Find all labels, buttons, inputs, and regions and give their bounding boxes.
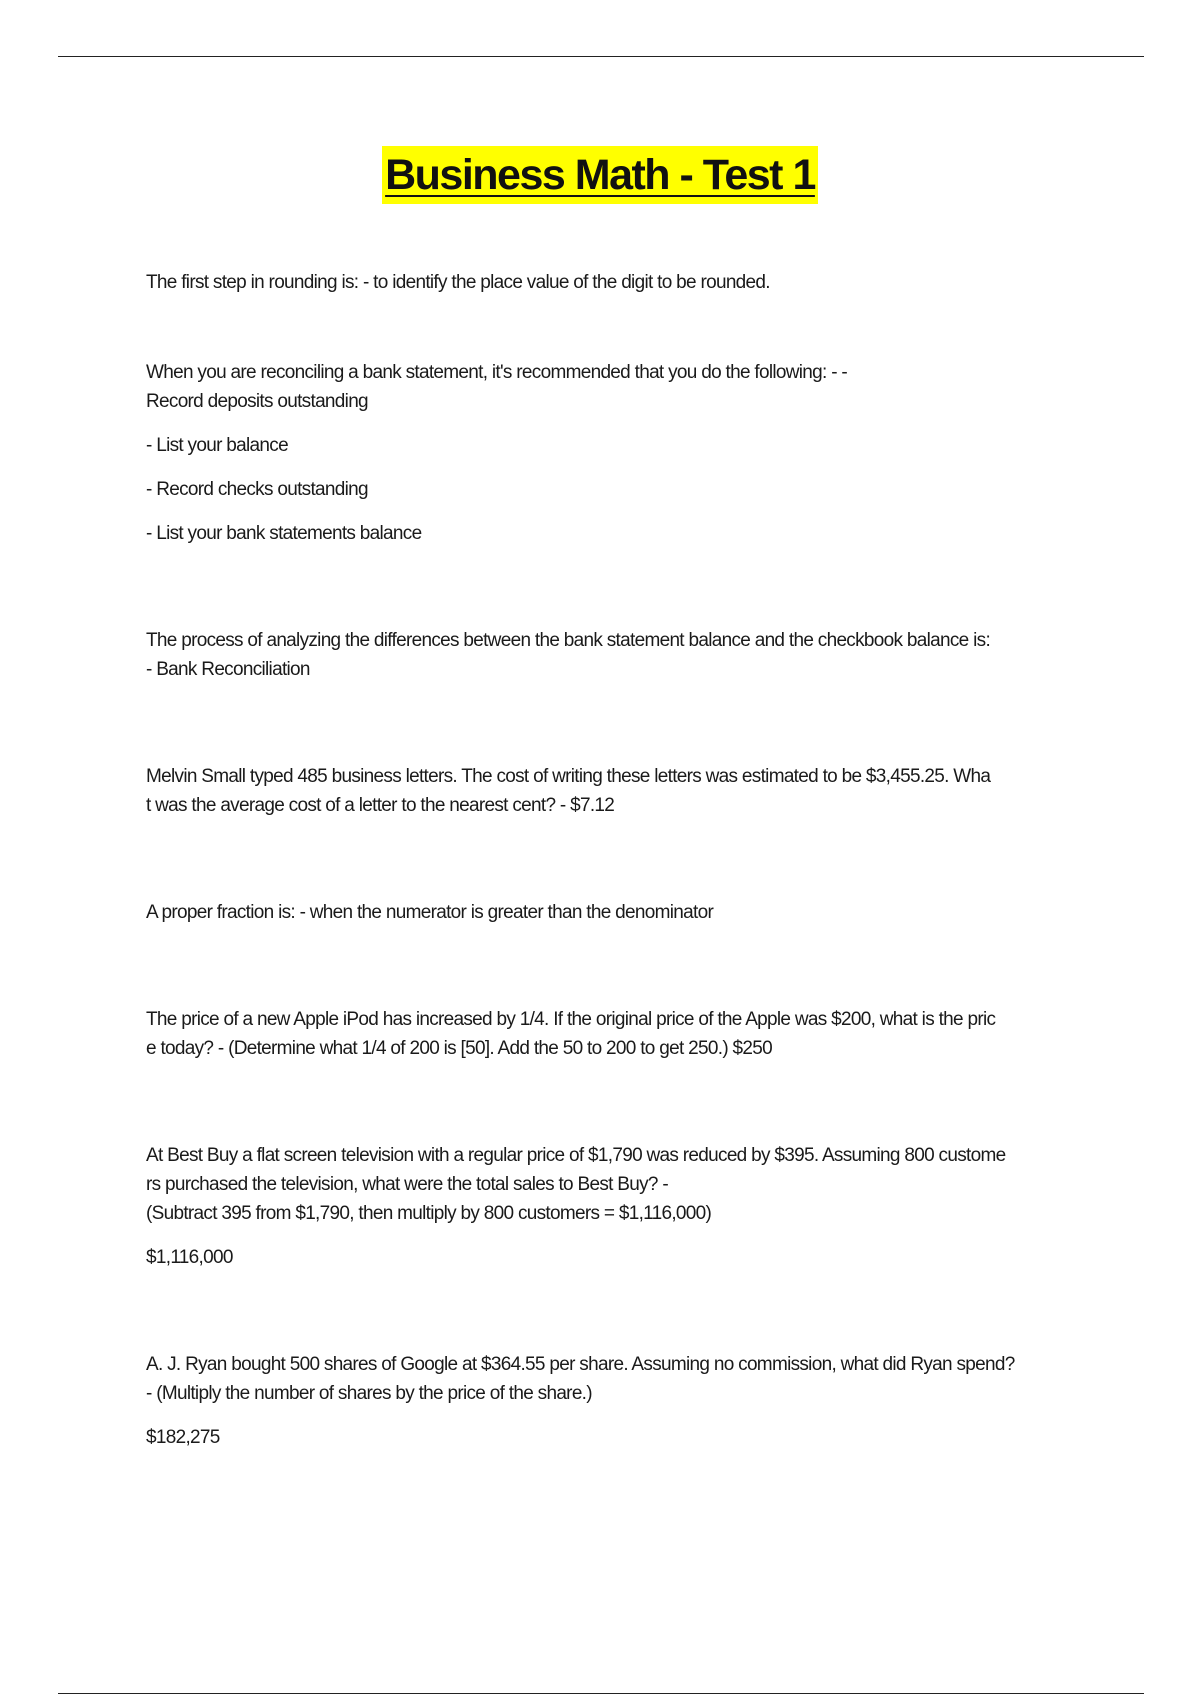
answer-value: $182,275 xyxy=(146,1427,220,1448)
list-item: - List your balance xyxy=(146,435,288,456)
document-body xyxy=(146,268,1096,1452)
top-rule xyxy=(58,56,1144,57)
qa-line: The first step in rounding is: - to identify the place value of the digit to be rounded. xyxy=(146,272,770,293)
qa-line: t was the average cost of a letter to the nearest cent? - $7.12 xyxy=(146,795,615,816)
qa-block-proper-fraction xyxy=(146,898,1096,927)
qa-line: Record deposits outstanding xyxy=(146,391,368,412)
title-container xyxy=(0,146,1200,204)
list-item: - List your bank statements balance xyxy=(146,523,422,544)
qa-block-best-buy xyxy=(146,1141,1096,1272)
qa-line: Melvin Small typed 485 business letters. The cost of writing these letters was estimated to be $3,455.25. Wha xyxy=(146,766,991,787)
qa-line: A. J. Ryan bought 500 shares of Google at $364.55 per share. Assuming no commission, what did Ryan spend? xyxy=(146,1354,1015,1375)
qa-line: At Best Buy a flat screen television with a regular price of $1,790 was reduced by $395. Assuming 800 custome xyxy=(146,1145,1006,1166)
document-title: Business Math - Test 1 xyxy=(382,146,818,204)
qa-line: (Subtract 395 from $1,790, then multiply by 800 customers = $1,116,000) xyxy=(146,1203,712,1224)
qa-block-ipod-price xyxy=(146,1005,1096,1063)
list-item: - Record checks outstanding xyxy=(146,479,368,500)
qa-line: When you are reconciling a bank statement, it's recommended that you do the following: - - xyxy=(146,362,848,383)
qa-block-google-shares xyxy=(146,1350,1096,1452)
qa-line: - Bank Reconciliation xyxy=(146,659,310,680)
qa-block-bank-reconciliation xyxy=(146,626,1096,684)
qa-line: - (Multiply the number of shares by the price of the share.) xyxy=(146,1383,592,1404)
qa-line: A proper fraction is: - when the numerator is greater than the denominator xyxy=(146,902,714,923)
qa-line: The process of analyzing the differences between the bank statement balance and the checkbook balance is: xyxy=(146,630,991,651)
bottom-rule xyxy=(58,1693,1144,1694)
qa-block-letters-cost xyxy=(146,762,1096,820)
qa-line: e today? - (Determine what 1/4 of 200 is [50]. Add the 50 to 200 to get 250.) $250 xyxy=(146,1038,772,1059)
qa-line: The price of a new Apple iPod has increased by 1/4. If the original price of the Apple was $200, what is the pric xyxy=(146,1009,996,1030)
qa-block-rounding xyxy=(146,268,1096,297)
qa-line: rs purchased the television, what were the total sales to Best Buy? - xyxy=(146,1174,668,1195)
qa-block-reconciling xyxy=(146,358,1096,548)
answer-value: $1,116,000 xyxy=(146,1247,233,1268)
